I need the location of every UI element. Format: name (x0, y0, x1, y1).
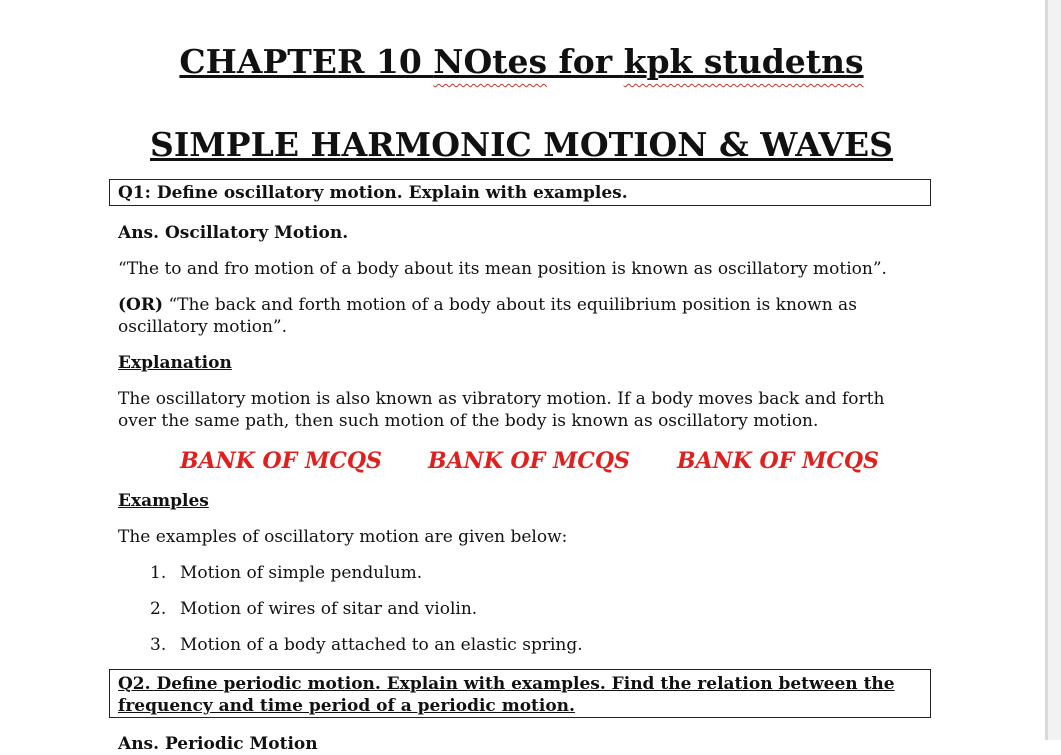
list-number: 3. (150, 635, 167, 655)
definition-1: “The to and fro motion of a body about its mean position is known as oscillatory motion”. (118, 259, 887, 279)
title-misspelled-word: NOtes (433, 42, 548, 81)
list-text: Motion of a body attached to an elastic spring. (180, 635, 583, 655)
question-2-box: Q2. Define periodic motion. Explain with examples. Find the relation between the frequency and time period of a periodic motion. (109, 669, 931, 718)
page-margin (1048, 0, 1061, 740)
title-part: for (547, 42, 624, 81)
banner-item: BANK OF MCQS (677, 448, 879, 474)
explanation-heading: Explanation (118, 353, 232, 373)
list-number: 2. (150, 599, 167, 619)
answer-heading: Ans. Oscillatory Motion. (118, 223, 349, 243)
mcqs-banner (180, 448, 880, 476)
banner-item: BANK OF MCQS (180, 448, 382, 474)
document-subtitle: SIMPLE HARMONIC MOTION & WAVES (150, 125, 893, 164)
examples-heading: Examples (118, 491, 209, 511)
title-part: CHAPTER 10 (179, 42, 434, 81)
explanation-text: The oscillatory motion is also known as vibratory motion. If a body moves back and forth over the same path, then such motion of the body is known as oscillatory motion. (118, 389, 885, 431)
title-misspelled-word: kpk studetns (623, 42, 864, 81)
definition-2-text: “The back and forth motion of a body about its equilibrium position is known as oscillatory motion”. (118, 295, 857, 337)
list-text: Motion of simple pendulum. (180, 563, 423, 583)
list-number: 1. (150, 563, 167, 583)
list-item (150, 634, 583, 656)
cut-off-answer-heading: Ans. Periodic Motion (118, 734, 318, 754)
document-title (0, 42, 1043, 82)
banner-item: BANK OF MCQS (428, 448, 630, 474)
examples-intro: The examples of oscillatory motion are given below: (118, 527, 568, 547)
list-item (150, 562, 422, 584)
question-1-box: Q1: Define oscillatory motion. Explain with examples. (109, 179, 931, 206)
list-text: Motion of wires of sitar and violin. (180, 599, 478, 619)
list-item (150, 598, 477, 620)
or-label: (OR) (118, 295, 164, 315)
definition-2 (118, 294, 918, 338)
